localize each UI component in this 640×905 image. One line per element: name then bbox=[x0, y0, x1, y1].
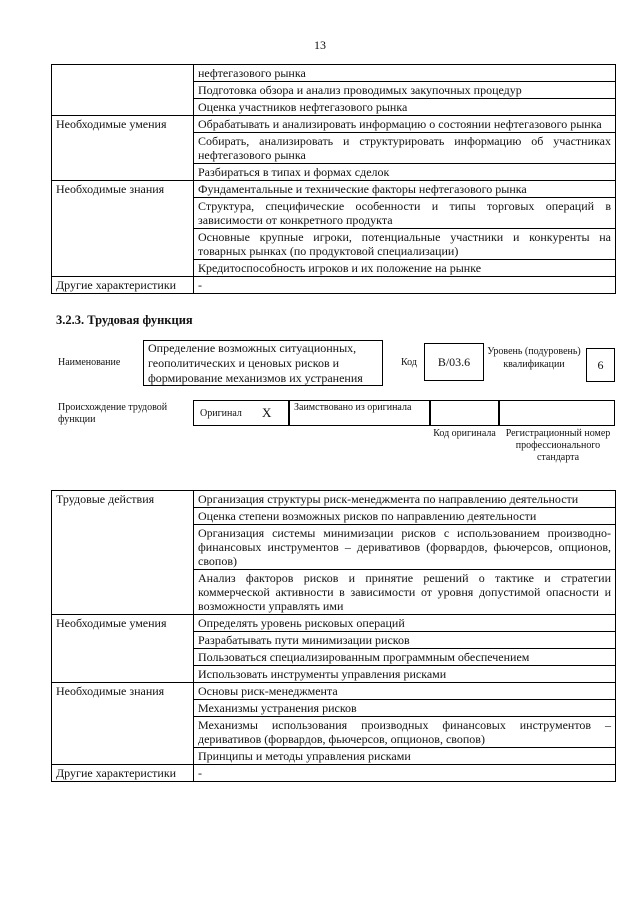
table-row bbox=[52, 181, 616, 198]
code-value-box: B/03.6 bbox=[424, 343, 484, 381]
row-item: Подготовка обзора и анализ проводимых закупочных процедур bbox=[194, 82, 616, 99]
borrowed-label: Заимствовано из оригинала bbox=[294, 402, 412, 413]
row-label bbox=[52, 65, 194, 116]
level-value-box: 6 bbox=[586, 348, 615, 382]
code-original-cell bbox=[430, 400, 499, 426]
row-item: Разрабатывать пути минимизации рисков bbox=[194, 632, 616, 649]
row-label: Другие характеристики bbox=[52, 765, 194, 782]
row-label: Другие характеристики bbox=[52, 277, 194, 294]
original-cell bbox=[193, 400, 289, 426]
table-row bbox=[52, 277, 616, 294]
row-item: Определять уровень рисковых операций bbox=[194, 615, 616, 632]
original-mark: X bbox=[262, 405, 272, 420]
table-row bbox=[52, 615, 616, 632]
code-label: Код bbox=[401, 357, 417, 368]
reg-number-cell bbox=[499, 400, 615, 426]
row-item: - bbox=[194, 277, 616, 294]
row-item: Организация системы минимизации рисков с использованием производно-финансовых инструментов – деривативов (форвардов, фьючерсов, опционов, свопов) bbox=[194, 525, 616, 570]
row-item: Оценка степени возможных рисков по направлению деятельности bbox=[194, 508, 616, 525]
row-label: Необходимые умения bbox=[52, 615, 194, 683]
row-item: Оценка участников нефтегазового рынка bbox=[194, 99, 616, 116]
table-row bbox=[52, 683, 616, 700]
competency-table-2 bbox=[51, 490, 616, 782]
origin-label: Происхождение трудовой функции bbox=[58, 402, 168, 425]
table-row bbox=[52, 765, 616, 782]
row-label: Необходимые знания bbox=[52, 181, 194, 277]
table-row bbox=[52, 116, 616, 133]
row-item: Фундаментальные и технические факторы нефтегазового рынка bbox=[194, 181, 616, 198]
row-item: Обрабатывать и анализировать информацию о состоянии нефтегазового рынка bbox=[194, 116, 616, 133]
table-row bbox=[52, 65, 616, 82]
row-item: нефтегазового рынка bbox=[194, 65, 616, 82]
row-item: Кредитоспособность игроков и их положение на рынке bbox=[194, 260, 616, 277]
row-label: Трудовые действия bbox=[52, 491, 194, 615]
name-label: Наименование bbox=[58, 357, 121, 368]
row-item: Основные крупные игроки, потенциальные участники и конкуренты на товарных рынках (по продуктовой специализации) bbox=[194, 229, 616, 260]
level-label: Уровень (подуровень) квалификации bbox=[487, 346, 581, 370]
competency-table-1 bbox=[51, 64, 616, 294]
row-item: Структура, специфические особенности и типы торговых операций в зависимости от конкретного продукта bbox=[194, 198, 616, 229]
row-item: Организация структуры риск-менеджмента по направлению деятельности bbox=[194, 491, 616, 508]
row-item: Разбираться в типах и формах сделок bbox=[194, 164, 616, 181]
borrowed-cell bbox=[289, 400, 430, 426]
row-item: - bbox=[194, 765, 616, 782]
row-label: Необходимые умения bbox=[52, 116, 194, 181]
table-row bbox=[52, 491, 616, 508]
section-heading: 3.2.3. Трудовая функция bbox=[56, 313, 193, 327]
function-name-box: Определение возможных ситуационных, геополитических и ценовых рисков и формирование механизмов их устранения bbox=[143, 340, 383, 386]
page-number: 13 bbox=[314, 38, 326, 52]
row-label: Необходимые знания bbox=[52, 683, 194, 765]
row-item: Принципы и методы управления рисками bbox=[194, 748, 616, 765]
row-item: Механизмы использования производных финансовых инструментов – деривативов (форвардов, фьючерсов, опционов, свопов) bbox=[194, 717, 616, 748]
code-original-label: Код оригинала bbox=[433, 428, 496, 439]
row-item: Пользоваться специализированным программным обеспечением bbox=[194, 649, 616, 666]
original-label: Оригинал bbox=[200, 408, 242, 419]
row-item: Собирать, анализировать и структурировать информацию об участниках нефтегазового рынка bbox=[194, 133, 616, 164]
row-item: Основы риск-менеджмента bbox=[194, 683, 616, 700]
row-item: Использовать инструменты управления рисками bbox=[194, 666, 616, 683]
row-item: Механизмы устранения рисков bbox=[194, 700, 616, 717]
row-item: Анализ факторов рисков и принятие решений о тактике и стратегии коммерческой активности в зависимости от уровня допустимой опасности и возможности управлять ими bbox=[194, 570, 616, 615]
reg-number-label: Регистрационный номер профессионального стандарта bbox=[505, 428, 611, 463]
